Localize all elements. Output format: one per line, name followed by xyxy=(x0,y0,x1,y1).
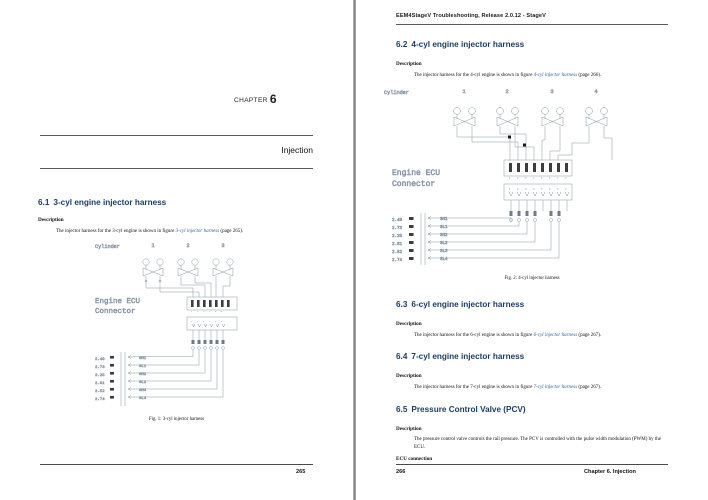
svg-text:3: 3 xyxy=(525,188,527,191)
svg-text:5: 5 xyxy=(541,177,543,180)
paragraph-6-5: The pressure control valve controls the rail pressure. The PCV is controlled with the pulse width modulation (PWM) by the ECU. xyxy=(414,437,661,450)
subheading-description: Description xyxy=(396,61,422,67)
ecu-pin-signal: SL4 xyxy=(440,258,448,262)
figure-3cyl-injector-harness xyxy=(95,240,325,410)
footer-rule-left xyxy=(40,464,313,465)
paragraph-6-2 xyxy=(414,72,670,80)
ecu-pin-number: 2.81 xyxy=(95,382,105,386)
svg-text:3: 3 xyxy=(525,177,527,180)
ecu-pin-signal: SH2 xyxy=(139,373,147,377)
running-head: EEM4StageV Troubleshooting, Release 2.0.12 - StageV xyxy=(396,13,546,19)
svg-text:4: 4 xyxy=(209,320,211,323)
paragraph-text-tail: (page 267). xyxy=(577,333,602,338)
chapter-title: Injection xyxy=(281,145,313,155)
section-heading-6-5 xyxy=(396,405,526,414)
injector-symbol-group-3 xyxy=(213,259,233,281)
chapter-rule-bottom xyxy=(40,168,313,169)
section-number: 6.4 xyxy=(396,352,408,361)
cross-reference-link[interactable]: 6-cyl injector harness xyxy=(533,333,578,338)
ecu-pin-list xyxy=(392,213,559,265)
svg-text:6: 6 xyxy=(221,310,223,313)
chapter-word-label: CHAPTER xyxy=(234,97,268,104)
junction-dot xyxy=(523,144,526,147)
svg-text:5: 5 xyxy=(215,320,217,323)
paragraph-6-4 xyxy=(414,384,670,392)
page-right xyxy=(356,0,708,500)
paragraph-text: The injector harness for the 6-cyl engine is shown in figure xyxy=(414,333,534,338)
cross-reference-link[interactable]: 3-cyl injector harness xyxy=(175,229,220,234)
section-number: 6.1 xyxy=(38,198,50,207)
cylinder-number-1: 1 xyxy=(151,242,155,249)
paragraph-text: The injector harness for the 7-cyl engine is shown in figure xyxy=(414,385,534,390)
svg-text:7: 7 xyxy=(557,188,559,191)
section-title: 4-cyl engine injector harness xyxy=(411,40,525,49)
injector-symbol-group-1 xyxy=(454,108,476,131)
section-heading-6-2 xyxy=(396,40,524,49)
ecu-pin-list xyxy=(95,350,223,406)
ecu-pin-signal: SL3 xyxy=(440,250,448,254)
paragraph-text: The injector harness for the 4-cyl engine is shown in figure xyxy=(414,73,534,78)
ecu-pin-signal: SH1 xyxy=(440,218,448,222)
svg-text:1: 1 xyxy=(191,320,193,323)
svg-text:1: 1 xyxy=(509,188,511,191)
ecu-pin-signal: SL1 xyxy=(139,365,147,369)
chapter-word xyxy=(234,92,277,106)
svg-text:4: 4 xyxy=(209,310,211,313)
cylinder-number-1: 1 xyxy=(462,88,466,95)
section-number: 6.3 xyxy=(396,300,408,309)
connector-plug-body xyxy=(504,160,572,176)
ecu-pin-number: 2.81 xyxy=(392,243,403,247)
section-title: 6-cyl engine injector harness xyxy=(411,300,525,309)
svg-text:6: 6 xyxy=(221,320,223,323)
ecu-pin-signal: SL2 xyxy=(440,242,448,246)
svg-text:1: 1 xyxy=(191,310,193,313)
running-head-rule xyxy=(396,24,668,25)
figure-caption-2: Fig. 2: 4-cyl injector harness xyxy=(504,276,560,281)
svg-text:4: 4 xyxy=(533,188,535,191)
svg-text:7: 7 xyxy=(557,177,559,180)
svg-text:3: 3 xyxy=(203,310,205,313)
section-number: 6.2 xyxy=(396,40,408,49)
cylinder-number-3: 3 xyxy=(221,242,225,249)
page-number-right: 266 xyxy=(396,469,406,475)
injector-symbol-group-2 xyxy=(497,108,519,131)
svg-text:6: 6 xyxy=(549,188,551,191)
ecu-pin-number: 2.74 xyxy=(392,259,403,263)
section-number: 6.5 xyxy=(396,405,408,414)
cylinder-number-4: 4 xyxy=(594,88,598,95)
svg-text:6: 6 xyxy=(549,177,551,180)
footer-rule-right xyxy=(396,464,668,465)
injector-symbol-group-3 xyxy=(542,108,564,131)
connector-socket-body xyxy=(187,317,237,330)
svg-text:2: 2 xyxy=(197,310,199,313)
paragraph-6-3 xyxy=(414,332,670,340)
svg-text:8: 8 xyxy=(565,188,567,191)
chapter-rule-top xyxy=(40,135,313,136)
cylinder-number-2: 2 xyxy=(186,242,190,249)
ecu-connector-label-line2: Connector xyxy=(95,308,136,316)
ecu-pin-signal: SH1 xyxy=(139,357,147,361)
section-title: 3-cyl engine injector harness xyxy=(53,198,167,207)
subheading-description: Description xyxy=(396,426,422,432)
ecu-pin-signal: SL1 xyxy=(440,226,448,230)
cylinder-number-2: 2 xyxy=(505,88,509,95)
subheading-description: Description xyxy=(38,217,64,223)
connector-socket-body xyxy=(504,184,572,200)
footer-chapter-text: Chapter 6. Injection xyxy=(584,469,636,475)
figure-4cyl-injector-harness xyxy=(382,85,682,265)
subheading-ecu-connection: ECU connection xyxy=(396,456,433,462)
svg-text:5: 5 xyxy=(541,188,543,191)
section-title: 7-cyl engine injector harness xyxy=(411,352,525,361)
paragraph-text-tail: (page 267). xyxy=(577,385,602,390)
injector-symbol-group-1 xyxy=(143,259,163,282)
ecu-pin-signal: SL3 xyxy=(139,397,147,401)
paragraph-text-tail: (page 265). xyxy=(219,229,244,234)
ecu-pin-number: 2.52 xyxy=(95,390,105,394)
page-left xyxy=(0,0,353,500)
subheading-description: Description xyxy=(396,373,422,379)
cylinder-number-3: 3 xyxy=(550,88,554,95)
ecu-pin-number: 2.52 xyxy=(392,251,403,255)
ecu-pin-number: 2.49 xyxy=(95,358,105,362)
paragraph-6-1 xyxy=(56,228,318,236)
svg-text:2: 2 xyxy=(517,177,519,180)
svg-text:8: 8 xyxy=(565,177,567,180)
ecu-pin-signal: SL2 xyxy=(139,381,147,385)
svg-text:3: 3 xyxy=(203,320,205,323)
ecu-pin-number: 2.73 xyxy=(392,227,403,231)
svg-text:5: 5 xyxy=(215,310,217,313)
injector-symbol-group-4 xyxy=(586,108,608,131)
ecu-pin-number: 2.49 xyxy=(392,219,403,223)
ecu-connector-label-line1: Engine ECU xyxy=(392,169,441,178)
ecu-pin-number: 2.73 xyxy=(95,366,105,370)
section-title: Pressure Control Valve (PCV) xyxy=(411,405,526,414)
cross-reference-link[interactable]: 4-cyl injector harness xyxy=(533,73,578,78)
cylinder-label: Cylinder xyxy=(384,90,409,96)
injector-symbol-group-2 xyxy=(178,259,198,281)
ecu-pin-number: 2.25 xyxy=(392,235,403,239)
paragraph-text: The injector harness for the 3-cyl engine is shown in figure xyxy=(56,229,176,234)
cross-reference-link[interactable]: 7-cyl injector harness xyxy=(533,385,578,390)
subheading-description: Description xyxy=(396,321,422,327)
svg-text:1: 1 xyxy=(509,177,511,180)
svg-text:2: 2 xyxy=(197,320,199,323)
cylinder-label: Cylinder xyxy=(95,244,120,250)
svg-text:2: 2 xyxy=(517,188,519,191)
paragraph-text-tail: (page 266). xyxy=(577,73,602,78)
chapter-number: 6 xyxy=(269,92,277,106)
section-heading-6-1 xyxy=(38,198,166,207)
ecu-pin-number: 2.74 xyxy=(95,398,105,402)
ecu-pin-number: 2.25 xyxy=(95,374,105,378)
section-heading-6-4 xyxy=(396,352,524,361)
junction-dot xyxy=(508,136,511,139)
ecu-pin-signal: SH3 xyxy=(139,389,147,393)
ecu-connector-label-line1: Engine ECU xyxy=(95,298,141,306)
ecu-pin-signal: SH2 xyxy=(440,234,448,238)
page-number-left: 265 xyxy=(296,469,306,475)
ecu-connector-label-line2: Connector xyxy=(392,180,436,189)
section-heading-6-3 xyxy=(396,300,524,309)
svg-text:4: 4 xyxy=(533,177,535,180)
figure-caption-1: Fig. 1: 3-cyl injector harness xyxy=(148,417,205,422)
